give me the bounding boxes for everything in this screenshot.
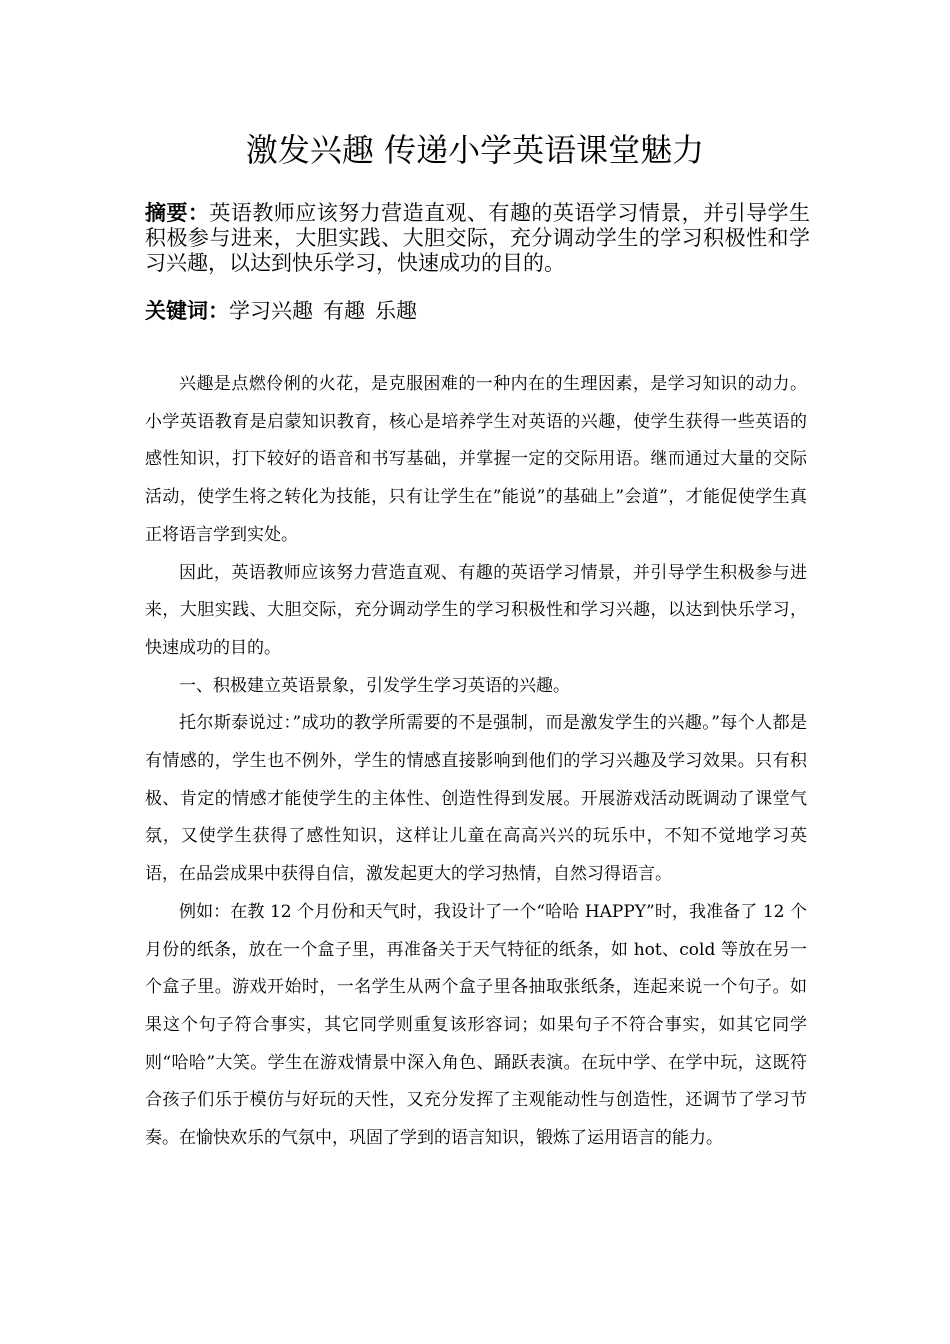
keyword-item: 乐趣 (375, 299, 417, 323)
keywords-label: 关键词： (145, 298, 229, 323)
section-heading: 一、积极建立英语景象，引发学生学习英语的兴趣。 (179, 675, 570, 696)
keyword-item: 有趣 (323, 299, 365, 323)
abstract-text: 英语教师应该努力营造直观、有趣的英语学习情景，并引导学生积极参与进来，大胆实践、大胆交际，充分调动学生的学习积极性和学习兴趣，以达到快乐学习，快速成功的目的。 (145, 201, 811, 275)
body-paragraph: 兴趣是点燃伶俐的火花，是克服困难的一种内在的生理因素，是学习知识的动力。小学英语教育是启蒙知识教育，核心是培养学生对英语的兴趣，使学生获得一些英语的感性知识，打下较好的语音和书写基础，并掌握一定的交际用语。继而通过大量的交际活动，使学生将之转化为技能，只有让学生在”能说”的基础上”会道”，才能促使学生真正将语言学到实处。 (145, 374, 807, 545)
keywords-section (145, 297, 810, 325)
body-paragraph: 托尔斯泰说过：”成功的教学所需要的不是强制，而是激发学生的兴趣。”每个人都是有情感的，学生也不例外，学生的情感直接影响到他们的学习兴趣及学习效果。只有积极、肯定的情感才能使学生的主体性、创造性得到发展。开展游戏活动既调动了课堂气氛，又使学生获得了感性知识，这样让儿童在高高兴兴的玩乐中，不知不觉地学习英语，在品尝成果中获得自信，激发起更大的学习热情，自然习得语言。 (145, 713, 807, 885)
abstract-section (145, 200, 810, 276)
document-title: 激发兴趣 传递小学英语课堂魅力 (245, 131, 705, 169)
body-paragraph: 例如：在教 12 个月份和天气时，我设计了一个“哈哈 HAPPY”时，我准备了 12 个月份的纸条，放在一个盒子里，再准备关于天气特征的纸条，如 hot、cold 等放在另一个盒子里。游戏开始时，一名学生从两个盒子里各抽取张纸条，连起来说一个句子。如果这个句子符合事实，其它同学则重复该形容词；如果句子不符合事实，如其它同学则“哈哈”大笑。学生在游戏情景中深入角色、踊跃表演。在玩中学、在学中玩，这既符合孩子们乐于模仿与好玩的天性，又充分发挥了主观能动性与创造性，还调节了学习节奏。在愉快欢乐的气氛中，巩固了学到的语言知识，锻炼了运用语言的能力。 (145, 901, 807, 1149)
abstract-label: 摘要： (145, 200, 210, 225)
keyword-item: 学习兴趣 (229, 299, 313, 323)
body-paragraph: 因此，英语教师应该努力营造直观、有趣的英语学习情景，并引导学生积极参与进来，大胆实践、大胆交际，充分调动学生的学习积极性和学习兴趣，以达到快乐学习，快速成功的目的。 (145, 562, 807, 658)
body-text (145, 366, 807, 1158)
